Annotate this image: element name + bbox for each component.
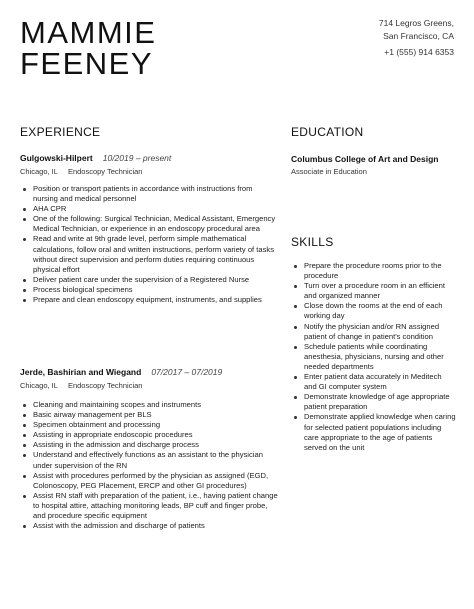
skills-list (291, 261, 456, 453)
address-line-1: 714 Legros Greens, (378, 18, 454, 28)
job-2-subheader (20, 381, 142, 390)
resume-name (20, 17, 156, 79)
job-2-location: Chicago, IL (20, 381, 58, 390)
list-item: Read and write at 9th grade level, perform simple mathematical calculations, follow oral and written instructions, perform variety of tasks without direct supervision and perform duties requiring continuous physical effort (20, 234, 278, 274)
skill-item: Schedule patients while coordinating anesthesia, physicians, nursing and other needed departments (291, 342, 456, 372)
job-2-role: Endoscopy Technician (67, 381, 143, 390)
education-school: Columbus College of Art and Design (291, 154, 439, 164)
phone-number: +1 (555) 914 6353 (384, 47, 454, 57)
list-item: Position or transport patients in accordance with instructions from nursing and medical personnel (20, 184, 278, 204)
list-item: Process biological specimens (20, 285, 278, 295)
contact-info (379, 17, 454, 59)
skill-item: Demonstrate knowledge of age appropriate patient preparation (291, 392, 456, 412)
list-item: Cleaning and maintaining scopes and instruments (20, 400, 278, 410)
education-degree: Associate in Education (291, 167, 367, 176)
job-1-location: Chicago, IL (20, 167, 58, 176)
list-item: Basic airway management per BLS (20, 410, 278, 420)
list-item: Assisting in appropriate endoscopic procedures (20, 430, 278, 440)
list-item: Prepare and clean endoscopy equipment, instruments, and supplies (20, 295, 278, 305)
skills-heading: SKILLS (291, 235, 334, 249)
skill-item: Demonstrate applied knowledge when caring for selected patient populations including care appropriate to the age of patients served on the unit (291, 412, 456, 452)
list-item: Specimen obtainment and processing (20, 420, 278, 430)
list-item: Understand and effectively functions as an assistant to the physician under supervision of the RN (20, 450, 278, 470)
job-2-header (20, 367, 222, 377)
list-item: Assisting in the admission and discharge process (20, 440, 278, 450)
skill-item: Enter patient data accurately in Meditech and GI computer system (291, 372, 456, 392)
experience-heading: EXPERIENCE (20, 125, 101, 139)
list-item: One of the following: Surgical Technician, Medical Assistant, Emergency Medical Technician, or experience in an endoscopy procedural area (20, 214, 278, 234)
education-heading: EDUCATION (291, 125, 364, 139)
list-item: Assist with the admission and discharge of patients (20, 521, 278, 531)
job-1-role: Endoscopy Technician (67, 167, 143, 176)
job-1-company: Gulgowski-Hilpert (20, 153, 93, 163)
job-1-header (20, 153, 171, 163)
skill-item: Turn over a procedure room in an efficient and organized manner (291, 281, 456, 301)
skill-item: Prepare the procedure rooms prior to the procedure (291, 261, 456, 281)
job-2-company: Jerde, Bashirian and Wiegand (20, 367, 142, 377)
list-item: AHA CPR (20, 204, 278, 214)
list-item: Assist RN staff with preparation of the patient, i.e., having patient change to hospital attire, attaching monitoring leads, BP cuff and finger probe, and procedure specific equipment (20, 491, 278, 521)
list-item: Assist with procedures performed by the physician as assigned (EGD, Colonoscopy, PEG Placement, ERCP and other GI procedures) (20, 471, 278, 491)
job-2-bullets (20, 400, 278, 531)
skill-item: Close down the rooms at the end of each working day (291, 301, 456, 321)
job-1-subheader (20, 167, 142, 176)
skill-item: Notify the physician and/or RN assigned patient of change in patient's condition (291, 322, 456, 342)
first-name: MAMMIE (20, 15, 157, 50)
address-line-2: San Francisco, CA (383, 30, 454, 41)
job-1-dates: 10/2019 – present (102, 153, 172, 163)
job-1-bullets (20, 184, 278, 305)
last-name: FEENEY (20, 46, 154, 81)
list-item: Deliver patient care under the supervision of a Registered Nurse (20, 275, 278, 285)
job-2-dates: 07/2017 – 07/2019 (151, 367, 223, 377)
